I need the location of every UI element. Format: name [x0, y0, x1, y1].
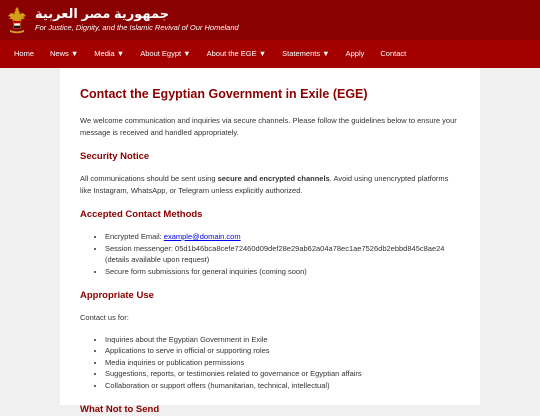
list-item [105, 231, 460, 243]
nav-statements[interactable]: Statements ▼ [282, 49, 330, 58]
methods-heading: Accepted Contact Methods [80, 209, 203, 220]
nav-about-egypt[interactable]: About Egypt ▼ [140, 49, 191, 58]
site-title: جمهورية مصر العربية [35, 6, 170, 21]
list-item: • Suggestions, reports, or testimonies related to governance or Egyptian affairs [105, 368, 460, 380]
not-send-heading: What Not to Send [80, 404, 160, 415]
site-header [0, 0, 540, 40]
nav-apply[interactable]: Apply [345, 49, 365, 58]
intro-text: We welcome communication and inquiries via secure channels. Please follow the guidelines below to ensure your message is received and handled appropriately. [80, 116, 457, 137]
page-title: Contact the Egyptian Government in Exile (EGE) [80, 87, 368, 101]
security-heading: Security Notice [80, 151, 150, 162]
security-text [80, 173, 460, 196]
methods-list [80, 231, 460, 277]
list-item: • Media inquiries or publication permissions [105, 357, 460, 369]
main-nav [0, 40, 540, 68]
list-item: • Applications to serve in official or supporting roles [105, 345, 460, 357]
security-text-after: . Avoid using unencrypted platforms like Instagram, WhatsApp, or Telegram unless explicitly authorized. [80, 174, 449, 195]
nav-news[interactable]: News ▼ [50, 49, 79, 58]
nav-home[interactable]: Home [14, 49, 35, 58]
list-item: • Session messenger: 05d1b46bca8cefe72460d09def28e29ab62a04a78ec1ae7526db2ebbd845c8ae24 (details available upon request) [105, 243, 460, 266]
site-tagline: For Justice, Dignity, and the Islamic Revival of Our Homeland [35, 23, 239, 32]
eagle-emblem-icon [7, 6, 27, 34]
list-item: • Secure form submissions for general inquiries (coming soon) [105, 266, 460, 278]
list-item: • Collaboration or support offers (humanitarian, technical, intellectual) [105, 380, 460, 392]
list-item: • Inquiries about the Egyptian Government in Exile [105, 334, 460, 346]
use-list [80, 334, 460, 392]
nav-about-ege[interactable]: About the EGE ▼ [206, 49, 267, 58]
nav-media[interactable]: Media ▼ [94, 49, 125, 58]
use-heading: Appropriate Use [80, 290, 154, 301]
nav-contact[interactable]: Contact [380, 49, 407, 58]
security-text-bold: secure and encrypted channels [217, 174, 330, 183]
email-link[interactable]: example@domain.com [163, 232, 241, 241]
security-text-before: All communications should be sent using [80, 174, 218, 183]
main-content [60, 68, 480, 415]
use-intro: Contact us for: [80, 313, 129, 322]
email-label: Encrypted Email: [105, 232, 164, 241]
